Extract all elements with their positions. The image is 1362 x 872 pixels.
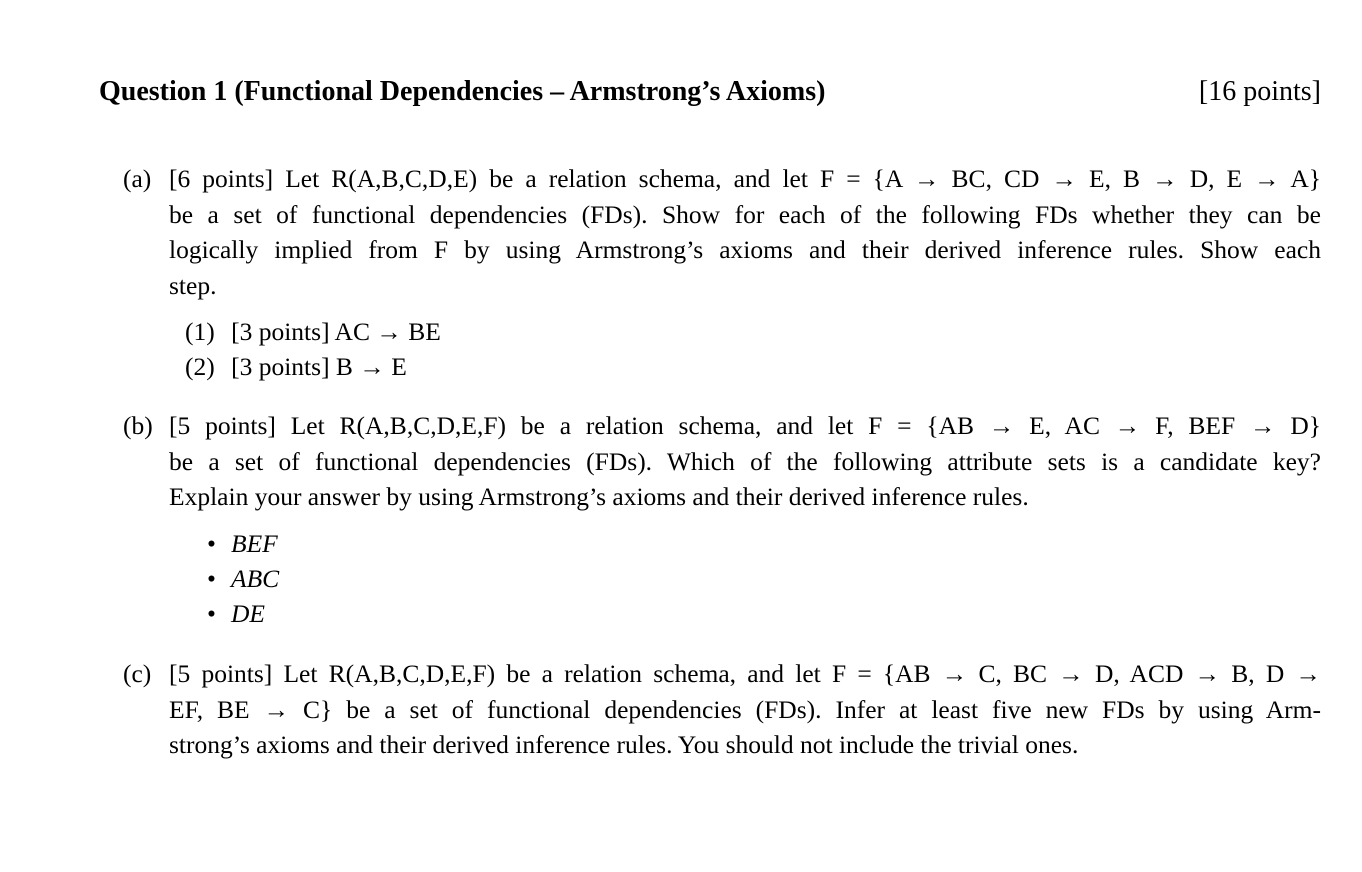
part-a-item-1	[185, 314, 441, 350]
part-a-item-1-num: (1)	[185, 317, 215, 346]
part-a-line: [6 points] Let R(A,B,C,D,E) be a relation schema, and let F = {A → BC, CD → E, B → D, E → A}	[169, 164, 1321, 193]
bullet-dot: •	[207, 564, 216, 593]
part-a-label: (a)	[123, 164, 152, 193]
part-a-item-2-text: [3 points] B → E	[231, 352, 407, 381]
part-a-item-2-num: (2)	[185, 352, 215, 381]
part-c	[123, 656, 1321, 763]
part-a-line: be a set of functional dependencies (FDs). Show for each of the following FDs whether they can be	[169, 199, 1321, 229]
question-title: Question 1 (Functional Dependencies – Armstrong’s Axioms)	[99, 76, 826, 107]
part-b-label: (b)	[123, 411, 153, 440]
part-a	[123, 161, 1321, 303]
part-b-line: Explain your answer by using Armstrong’s axioms and their derived inference rules.	[169, 482, 1029, 511]
part-c-line: [5 points] Let R(A,B,C,D,E,F) be a relation schema, and let F = {AB → C, BC → D, ACD → B, D →	[169, 659, 1321, 688]
part-b-bullet	[207, 526, 278, 562]
part-b-bullet	[207, 596, 265, 632]
part-a-item-1-text: [3 points] AC → BE	[231, 317, 441, 346]
part-b-line: be a set of functional dependencies (FDs). Which of the following attribute sets is a candidate key?	[169, 446, 1321, 476]
part-a-item-2	[185, 349, 407, 385]
part-a-line: step.	[169, 270, 217, 300]
part-c-line: strong’s axioms and their derived inference rules. You should not include the trivial ones.	[169, 730, 1079, 759]
part-c-label: (c)	[123, 659, 152, 688]
bullet-dot: •	[207, 599, 216, 628]
part-a-line: logically implied from F by using Armstrong’s axioms and their derived inference rules. Show each	[169, 235, 1321, 264]
part-c-text	[169, 656, 1321, 763]
question-points: [16 points]	[1198, 76, 1321, 107]
part-b-bullet-text: BEF	[231, 529, 278, 558]
part-b-bullet-text: DE	[231, 599, 265, 628]
question-header	[99, 76, 1321, 116]
part-b-text	[169, 408, 1321, 515]
part-b-bullet-text: ABC	[231, 564, 280, 593]
part-a-text	[169, 161, 1321, 303]
part-b	[123, 408, 1321, 515]
bullet-dot: •	[207, 529, 216, 558]
part-b-line: [5 points] Let R(A,B,C,D,E,F) be a relation schema, and let F = {AB → E, AC → F, BEF → D}	[169, 411, 1321, 440]
part-b-bullet	[207, 561, 279, 597]
part-c-line: EF, BE → C} be a set of functional dependencies (FDs). Infer at least five new FDs by using Arm-	[169, 694, 1321, 724]
